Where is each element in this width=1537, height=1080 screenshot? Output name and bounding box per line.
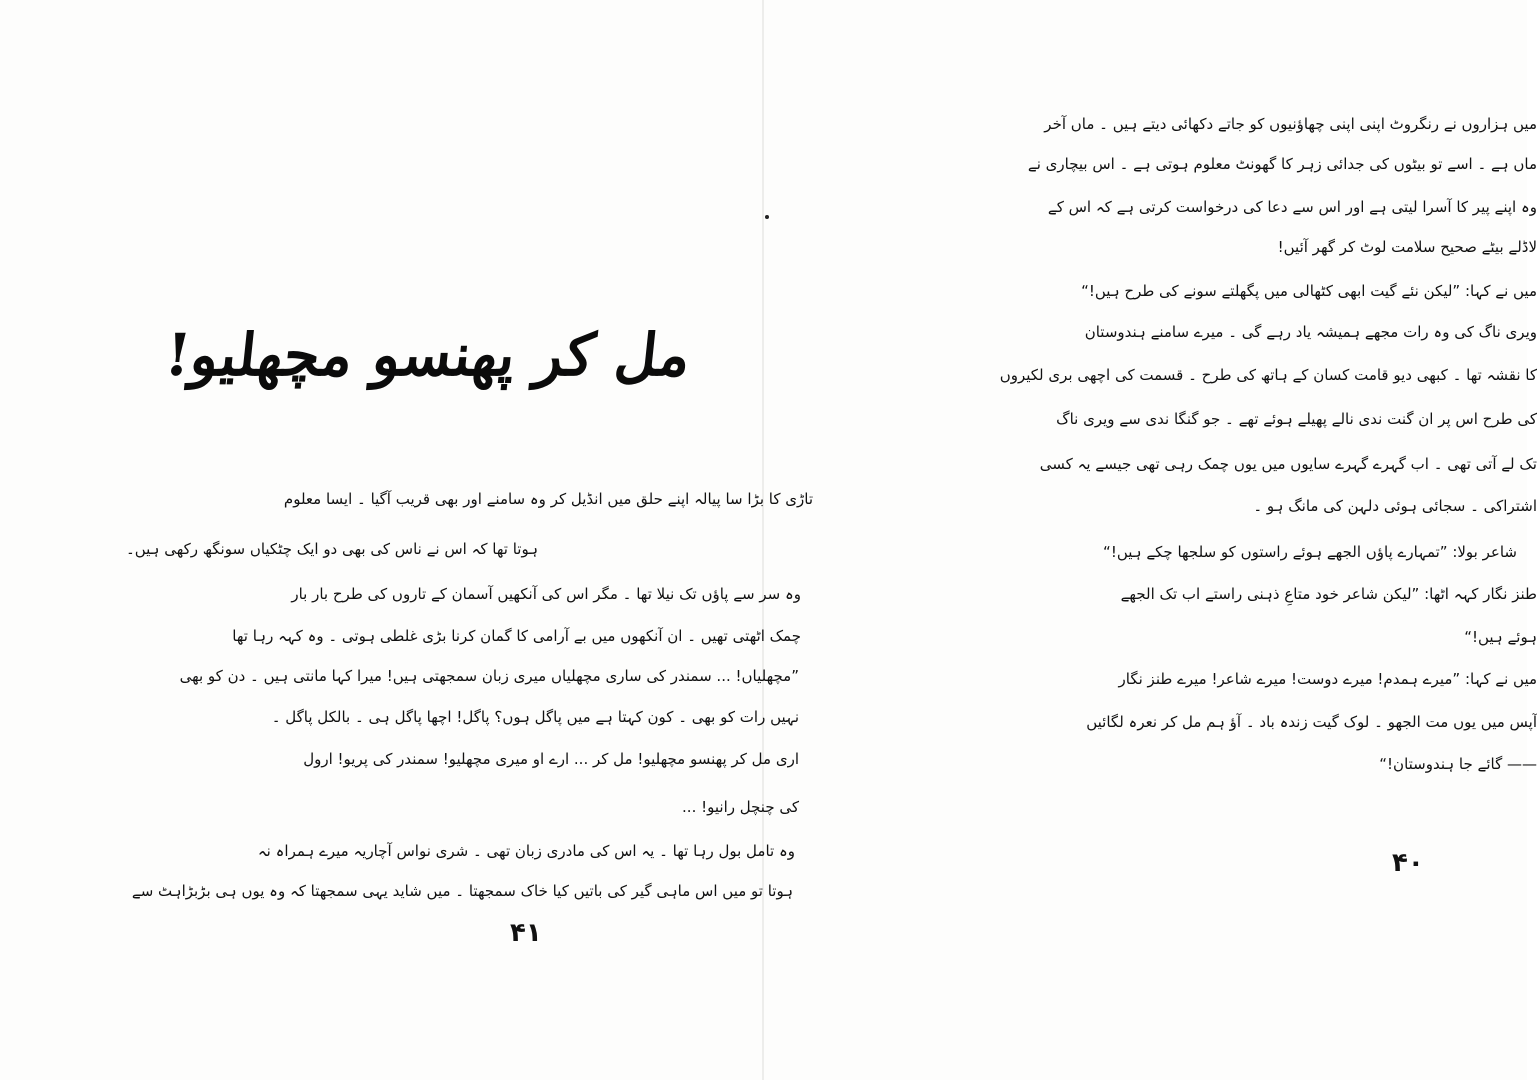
body-line: وہ تامل بول رہا تھا ۔ یہ اس کی مادری زبان تھی ۔ شری نواس آچاریہ میرے ہمراہ نہ — [257, 842, 795, 860]
body-line: لاڈلے بیٹے صحیح سلامت لوٹ کر گھر آئیں! — [1277, 238, 1537, 256]
page-number: ۴۰ — [1392, 848, 1424, 878]
body-line: وہ اپنے پیر کا آسرا لیتی ہے اور اس سے دعا کی درخواست کرتی ہے کہ اس کے — [1047, 198, 1537, 216]
body-line: اری مل کر پھنسو مچھلیو! مل کر ... ارے او میری مچھلیو! سمندر کی پریو! ارول — [303, 750, 799, 768]
body-line: میں نے کہا: ”لیکن نئے گیت ابھی کٹھالی میں پگھلتے سونے کی طرح ہیں!“ — [1081, 282, 1537, 300]
body-line: ماں ہے ۔ اسے تو بیٹوں کی جدائی زہر کا گھونٹ معلوم ہوتی ہے ۔ اس بیچاری نے — [1027, 155, 1537, 173]
body-line: تاڑی کا بڑا سا پیالہ اپنے حلق میں انڈیل کر وہ سامنے اور بھی قریب آگیا ۔ ایسا معلوم — [283, 490, 813, 508]
right-page — [764, 0, 1537, 1080]
body-line: آپس میں یوں مت الجھو ۔ لوک گیت زندہ باد ۔ آؤ ہم مل کر نعرہ لگائیں — [1086, 713, 1537, 731]
body-line: ویری ناگ کی وہ رات مجھے ہمیشہ یاد رہے گی ۔ میرے سامنے ہندوستان — [1084, 323, 1537, 341]
body-line: ”مچھلیاں! ... سمندر کی ساری مچھلیاں میری زبان سمجھتی ہیں! میرا کہا مانتی ہیں ۔ دن کو بھی — [179, 667, 799, 685]
body-line: کی طرح اس پر ان گنت ندی نالے پھیلے ہوئے تھے ۔ جو گنگا ندی سے ویری ناگ — [1056, 410, 1537, 428]
body-line: کی چنچل رانیو! ... — [682, 798, 799, 816]
chapter-title: مل کر پھنسو مچھلیو! — [161, 321, 694, 389]
body-line: میں ہزاروں نے رنگروٹ اپنی اپنی چھاؤنیوں کو جاتے دکھائی دیتے ہیں ۔ ماں آخر — [1044, 115, 1537, 133]
body-line: ہوتا تھا کہ اس نے ناس کی بھی دو ایک چٹکیاں سونگھ رکھی ہیں۔ — [125, 540, 538, 558]
body-line: ہوئے ہیں!“ — [1464, 628, 1537, 646]
body-line: کا نقشہ تھا ۔ کبھی دیو قامت کسان کے ہاتھ کی طرح ۔ قسمت کی اچھی بری لکیروں — [999, 366, 1537, 384]
body-line: —— گائے جا ہندوستان!“ — [1379, 755, 1537, 773]
body-line: شاعر بولا: ”تمہارے پاؤں الجھے ہوئے راستوں کو سلجھا چکے ہیں!“ — [1103, 543, 1517, 561]
body-line: نہیں رات کو بھی ۔ کون کہتا ہے میں پاگل ہوں؟ پاگل! اچھا پاگل ہی ۔ بالکل پاگل ۔ — [271, 708, 799, 726]
body-line: اشتراکی ۔ سجائی ہوئی دلہن کی مانگ ہو ۔ — [1253, 497, 1537, 515]
body-line: ہوتا تو میں اس ماہی گیر کی باتیں کیا خاک سمجھتا ۔ میں شاید یہی سمجھتا کہ وہ یوں ہی بڑبڑاہٹ سے — [131, 882, 793, 900]
body-line: میں نے کہا: ”میرے ہمدم! میرے دوست! میرے شاعر! میرے طنز نگار — [1118, 670, 1537, 688]
body-line: تک لے آتی تھی ۔ اب گہرے گہرے سایوں میں یوں چمک رہی تھی جیسے یہ کسی — [1039, 455, 1537, 473]
body-line: وہ سر سے پاؤں تک نیلا تھا ۔ مگر اس کی آنکھیں آسمان کے تاروں کی طرح بار بار — [291, 585, 801, 603]
page-number: ۴۱ — [510, 918, 542, 948]
body-line: طنز نگار کہہ اٹھا: ”لیکن شاعر خود متاعِ ذہنی راستے اب تک الجھے — [1120, 585, 1537, 603]
body-line: چمک اٹھتی تھیں ۔ ان آنکھوں میں بے آرامی کا گمان کرنا بڑی غلطی ہوتی ۔ وہ کہہ رہا تھا — [232, 627, 801, 645]
